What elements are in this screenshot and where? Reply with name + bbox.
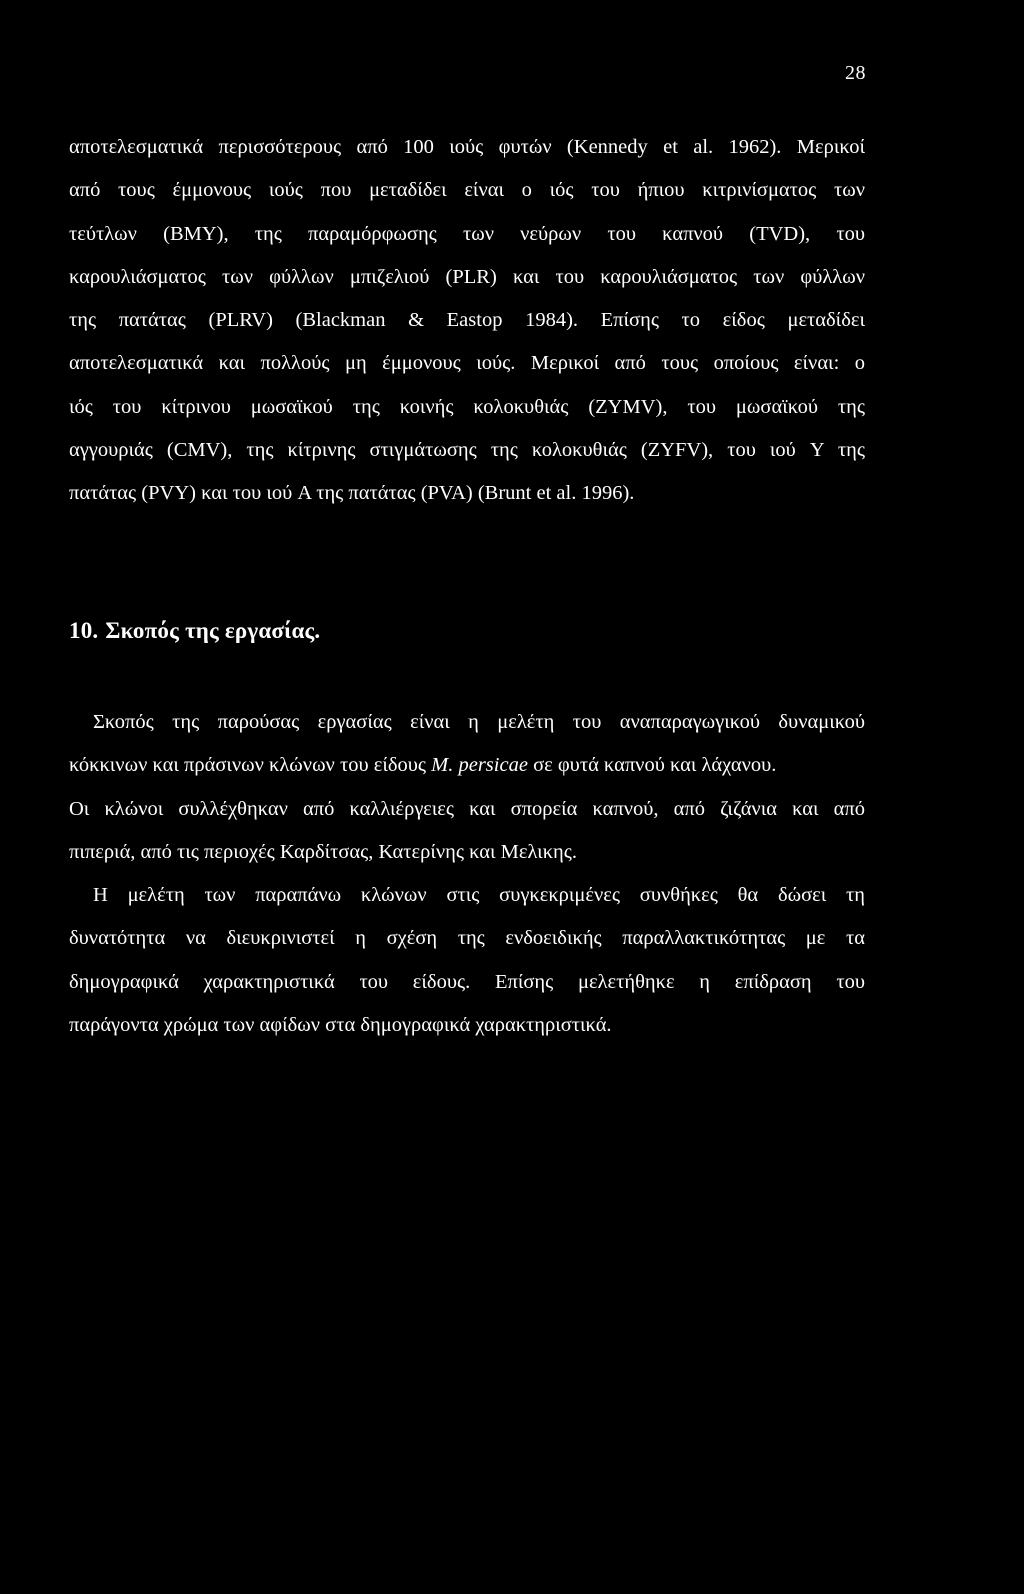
text-line: αποτελεσματικά και πολλούς μη έμμονους ιούς. Μερικοί από τους οποίους είναι: ο [69, 352, 865, 375]
text-line: Η μελέτη των παραπάνω κλώνων στις συγκεκριμένες συνθήκες θα δώσει τη [93, 884, 865, 907]
text-line: αγγουριάς (CMV), της κίτρινης στιγμάτωσης της κολοκυθιάς (ZYFV), του ιού Y της [69, 439, 865, 462]
text-line: παράγοντα χρώμα των αφίδων στα δημογραφικά χαρακτηριστικά. [69, 1014, 612, 1037]
text-line: από τους έμμονους ιούς που μεταδίδει είναι ο ιός του ήπιου κιτρινίσματος των [69, 179, 865, 202]
text-line: ιός του κίτρινου μωσαϊκού της κοινής κολοκυθιάς (ZYMV), του μωσαϊκού της [69, 395, 865, 418]
section-title: Σκοπός της εργασίας. [105, 618, 321, 643]
text-line: Σκοπός της παρούσας εργασίας είναι η μελέτη του αναπαραγωγικού δυναμικού [93, 711, 865, 733]
text-line: τεύτλων (BMY), της παραμόρφωσης των νεύρων του καπνού (TVD), του [69, 222, 865, 245]
text-line: πατάτας (PVY) και του ιού A της πατάτας (PVA) (Brunt et al. 1996). [69, 482, 635, 505]
text-fragment: κόκκινων και πράσινων κλώνων του είδους [69, 754, 432, 777]
text-line [69, 744, 865, 787]
text-fragment: σε φυτά καπνού και λάχανου. [527, 754, 777, 777]
text-line: καρουλιάσματος των φύλλων μπιζελιού (PLR) και του καρουλιάσματος των φύλλων [69, 265, 865, 288]
body-paragraph [69, 126, 865, 516]
text-line: δημογραφικά χαρακτηριστικά του είδους. Επίσης μελετήθηκε η επίδραση του [69, 970, 865, 993]
text-line: δυνατότητα να διευκρινιστεί η σχέση της ενδοειδικής παραλλακτικότητας με τα [69, 927, 865, 950]
text-line: αποτελεσματικά περισσότερους από 100 ιούς φυτών (Kennedy et al. 1962). Μερικοί [69, 136, 865, 158]
body-paragraph [69, 701, 865, 1047]
text-line: πιπεριά, από τις περιοχές Καρδίτσας, Κατερίνης και Μελικης. [69, 840, 577, 863]
text-line: της πατάτας (PLRV) (Blackman & Eastop 1984). Επίσης το είδος μεταδίδει [69, 309, 865, 332]
section-number: 10. [69, 618, 99, 643]
species-name: M. persicae [431, 754, 528, 777]
section-heading [69, 618, 320, 644]
page-number: 28 [845, 62, 866, 84]
text-line: Οι κλώνοι συλλέχθηκαν από καλλιέργειες και σπορεία καπνού, από ζιζάνια και από [69, 797, 865, 820]
